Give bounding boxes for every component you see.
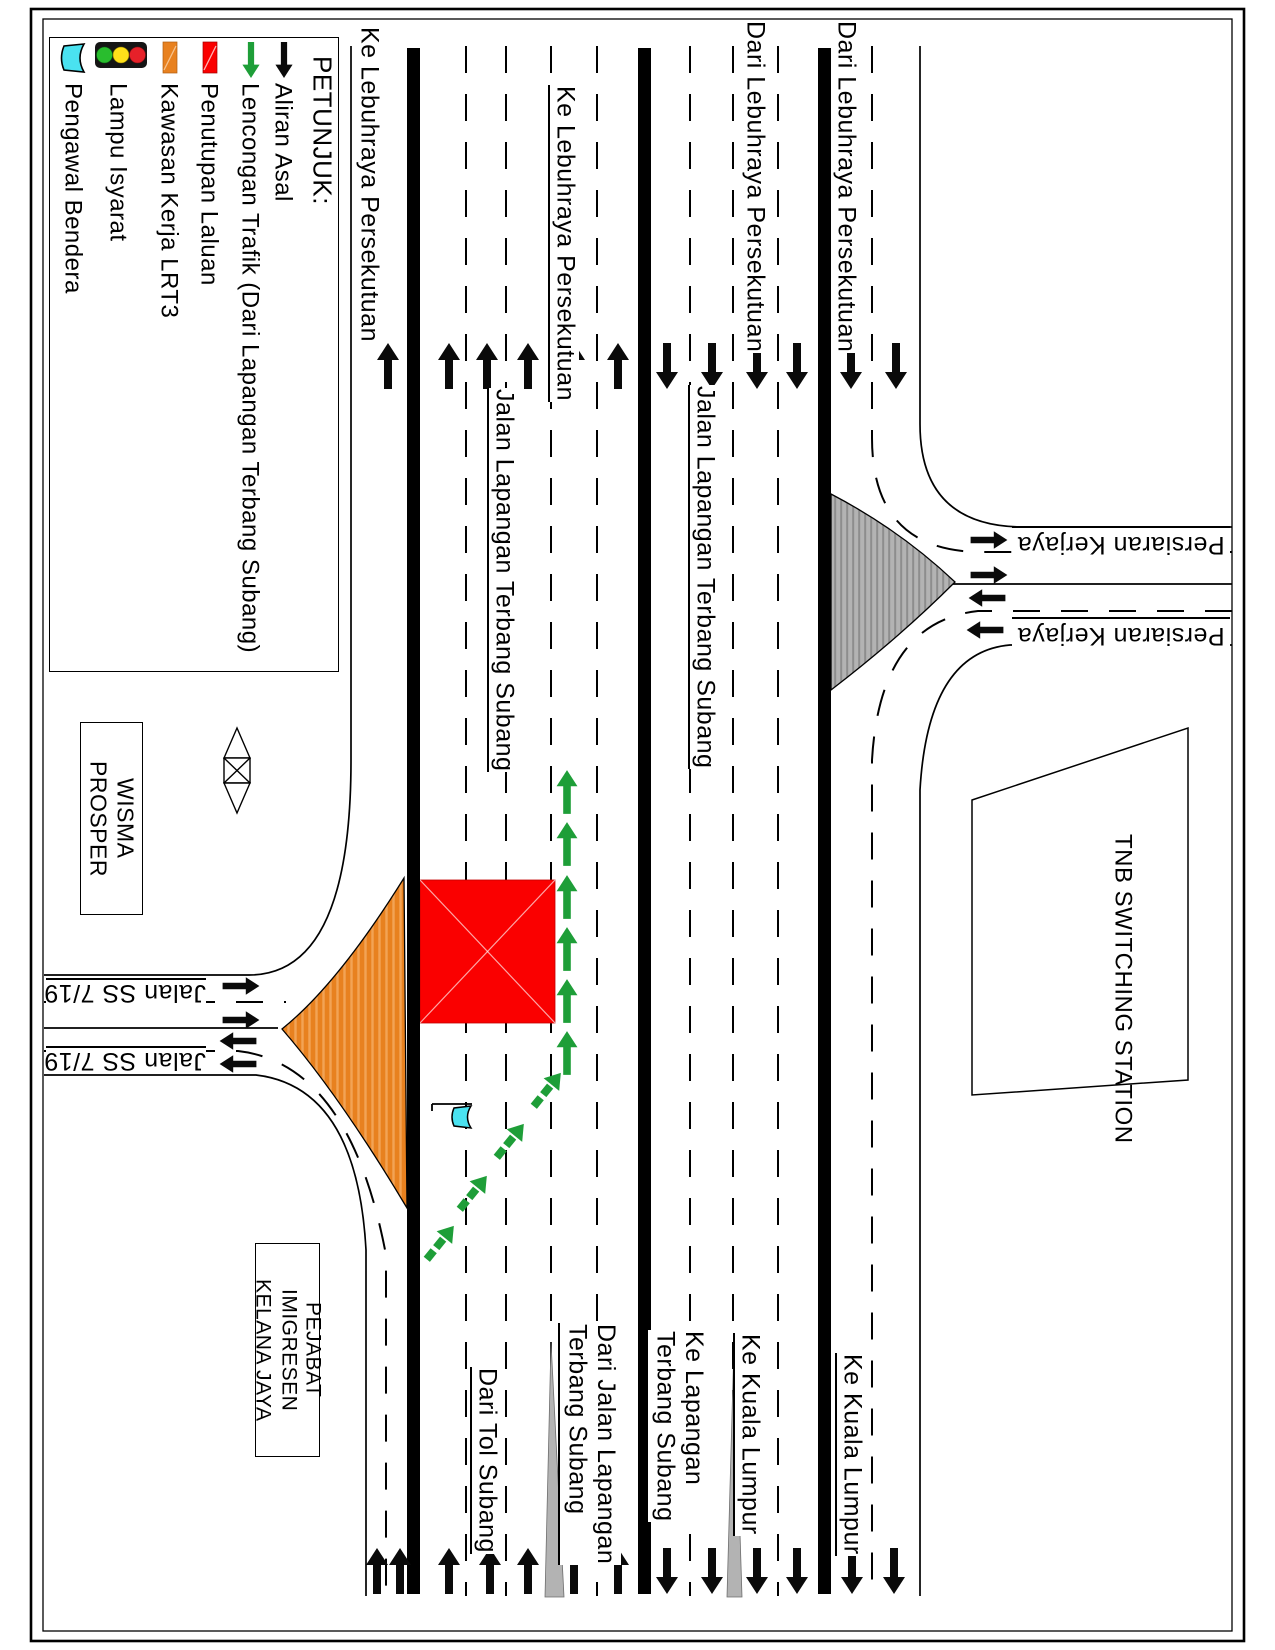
legend-item-kawasan-kerja-lrt3: Kawasan Kerja LRT3 — [155, 83, 183, 319]
legend-item-pengawal-bendera: Pengawal Bendera — [59, 83, 87, 294]
pejabat-imigresen-building — [251, 1243, 325, 1457]
legend-item-lampu-isyarat: Lampu Isyarat — [104, 83, 132, 242]
label-jalan-ss719-in: Jalan SS 7/19 — [43, 979, 206, 1007]
legend-item-lencongan-trafik: Lencongan Trafik (Dari Lapangan Terbang Subang) — [236, 83, 264, 654]
gore-persiaran-kerjaya — [831, 494, 955, 690]
legend-item-penutupan-laluan: Penutupan Laluan — [195, 83, 223, 286]
label-ke-lebuhraya-outer: Ke Lebuhraya Persekutuan — [355, 27, 384, 342]
legend-title: PETUNJUK: — [307, 56, 338, 205]
wisma-prosper-building — [80, 722, 143, 915]
north-compass-icon — [224, 728, 250, 813]
label-ke-lebuhraya-inner: Ke Lebuhraya Persekutuan — [548, 85, 579, 402]
label-persiaran-kerjaya-in: Persiaran Kerjaya — [1012, 617, 1230, 649]
label-ke-lapangan: Ke Lapangan Terbang Subang — [646, 1330, 709, 1522]
lrt3-work-zone — [282, 878, 407, 1208]
legend-item-aliran-asal: Aliran Asal — [269, 83, 297, 202]
label-dari-tol-subang: Dari Tol Subang — [470, 1367, 501, 1554]
label-ke-kuala-lumpur-inner: Ke Kuala Lumpur — [733, 1333, 764, 1536]
label-ke-kuala-lumpur-outer: Ke Kuala Lumpur — [835, 1353, 866, 1556]
tnb-building-outline — [972, 728, 1188, 1095]
label-tnb-switching-station: TNB SWITCHING STATION — [1109, 834, 1137, 1144]
label-dari-lebuhraya-outer: Dari Lebuhraya Persekutuan — [832, 21, 861, 353]
closure-box — [420, 880, 555, 1023]
label-dari-lebuhraya-inner: Dari Lebuhraya Persekutuan — [741, 21, 770, 353]
label-jalan-ss719-out: Jalan SS 7/19 — [43, 1047, 206, 1075]
label-persiaran-kerjaya-out: Persiaran Kerjaya — [1012, 526, 1230, 558]
label-wisma-prosper: WISMA PROSPER — [85, 760, 139, 877]
label-pejabat-imigresen: PEJABAT IMIGRESEN KELANA JAYA — [251, 1278, 325, 1422]
label-jalan-lapangan-east: Jalan Lapangan Terbang Subang — [688, 385, 719, 769]
label-jalan-lapangan-west: Jalan Lapangan Terbang Subang — [487, 388, 518, 772]
flag-marker — [432, 1104, 472, 1128]
label-dari-jalan-lapangan: Dari Jalan Lapangan Terbang Subang — [558, 1323, 621, 1565]
